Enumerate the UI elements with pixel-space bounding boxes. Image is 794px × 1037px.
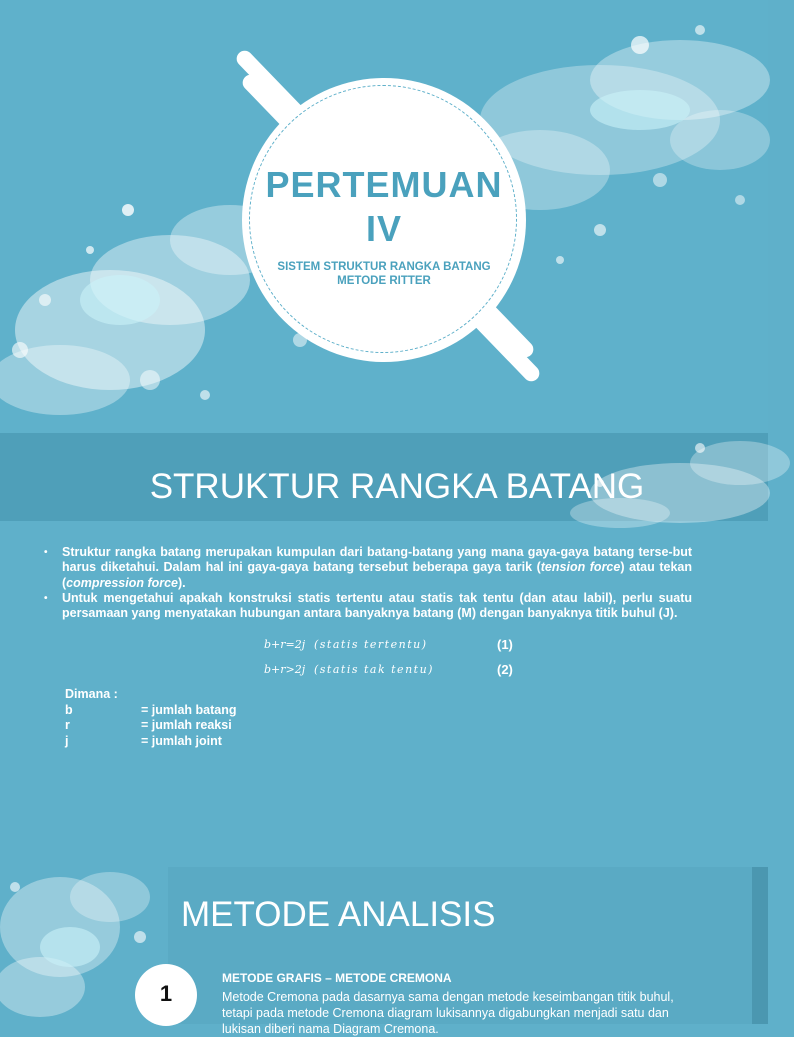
- method-heading: METODE GRAFIS – METODE CREMONA: [222, 971, 452, 985]
- bullet-dot-icon: •: [44, 592, 48, 604]
- method-description: Metode Cremona pada dasarnya sama dengan metode keseimbangan titik buhul, tetapi pada metode Cremona diagram lukisannya digabungkan menjadi satu dan lukisan diberi nama Diagram Cremona.: [222, 990, 674, 1036]
- definition-row: [65, 718, 237, 734]
- definition-symbol: b: [65, 702, 73, 717]
- definitions-block: [65, 687, 237, 749]
- definition-symbol: j: [65, 733, 69, 748]
- equation-1-formula: b+r=2j: [264, 638, 306, 651]
- slide-header-band: [0, 433, 768, 521]
- subtitle-line2: METODE RITTER: [337, 275, 431, 287]
- bullet1-text-mid: ) atau tekan (: [62, 560, 692, 590]
- bullet2-text: Untuk mengetahui apakah konstruksi statis tertentu atau statis tak tentu (dan atau labil), perlu suatu persamaan yang menyatakan hubungan antara banyaknya batang (M) dengan banyaknya titik buhul (J).: [62, 590, 692, 621]
- dimana-label: Dimana :: [65, 687, 118, 701]
- subtitle-line1: SISTEM STRUKTUR RANGKA BATANG: [277, 261, 491, 273]
- content-slide-struktur: [0, 433, 768, 867]
- step-number: 1: [159, 981, 173, 1006]
- definition-meaning: = jumlah joint: [141, 733, 222, 748]
- equation-2-note: (statis tak tentu): [314, 663, 434, 676]
- bullet1-text-start: Struktur rangka batang merupakan kumpulan dari batang-batang yang mana gaya-gaya batang terse-but harus diketahui. Dalam hal ini gaya-gaya batang tersebut beberapa gaya tarik (: [62, 545, 692, 575]
- bullet1-term-compression: compression force: [66, 575, 179, 590]
- bullet1-text-end: ).: [178, 575, 186, 590]
- bullet-item-1: [44, 545, 692, 591]
- slide-body: [44, 545, 692, 621]
- step-number-badge: [135, 964, 197, 1026]
- bullet1-term-tension: tension force: [540, 560, 621, 575]
- equation-1-number: (1): [497, 637, 513, 652]
- definition-row: [65, 703, 237, 719]
- equation-2-number: (2): [497, 662, 513, 677]
- content-slide-metode: [0, 867, 768, 1036]
- title-slide: [0, 0, 768, 433]
- definition-meaning: = jumlah batang: [141, 702, 237, 717]
- definition-row: [65, 734, 237, 750]
- bullet-dot-icon: •: [44, 547, 48, 558]
- edge-strip: [752, 867, 768, 1024]
- slide-title: METODE ANALISIS: [181, 895, 496, 934]
- title-pertemuan: PERTEMUAN: [265, 164, 503, 205]
- title-roman-number: IV: [365, 208, 402, 249]
- title-circle: [242, 78, 526, 362]
- equation-1-note: (statis tertentu): [314, 638, 428, 651]
- equation-2-formula: b+r>2j: [264, 663, 306, 676]
- definition-symbol: r: [65, 718, 70, 732]
- bullet-item-2: [44, 591, 692, 622]
- slide-title: STRUKTUR RANGKA BATANG: [149, 467, 645, 506]
- definition-meaning: = jumlah reaksi: [141, 718, 232, 732]
